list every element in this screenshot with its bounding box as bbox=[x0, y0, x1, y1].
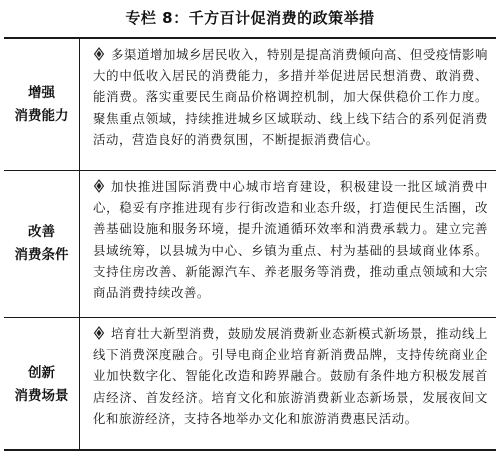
diamond-bullet-icon bbox=[93, 47, 105, 61]
row-content bbox=[80, 318, 496, 451]
row-label bbox=[4, 39, 80, 170]
row-text: 培育壮大新型消费，鼓励发展消费新业态新模式新场景，推动线上线下消费深度融合。引导电商企业培育新消费品牌，支持传统商业企业加快数字化、智能化改造和跨界融合。鼓励有条件地方积极发展首店经济、首发经济。培育文化和旅游消费新业态新场景，发展夜间文化和旅游经济，支持各地举办文化和旅游消费惠民活动。 bbox=[93, 326, 488, 426]
row-text: 多渠道增加城乡居民收入，特别是提高消费倾向高、但受疫情影响大的中低收入居民的消费能力，多措并举促进居民想消费、敢消费、能消费。落实重要民生商品价格调控机制，加大保供稳价工作力度。聚焦重点领域，持续推进城乡区域联动、线上线下结合的系列促消费活动，营造良好的消费氛围，不断提振消费信心。 bbox=[93, 47, 488, 147]
row-label bbox=[4, 171, 80, 317]
row-text: 加快推进国际消费中心城市培育建设，积极建设一批区域消费中心，稳妥有序推进现有步行街改造和业态升级，打造便民生活圈，改善基础设施和服务环境，提升流通循环效率和消费承载力。建立完善县域统筹，以县城为中心、乡镇为重点、村为基础的县域商业体系。支持住房改善、新能源汽车、养老服务等消费，推动重点领域和大宗商品消费持续改善。 bbox=[93, 179, 488, 301]
diamond-bullet-icon bbox=[93, 179, 105, 193]
table-row-improve-consumption-conditions bbox=[4, 171, 496, 318]
row-content bbox=[80, 171, 496, 317]
row-label-line2: 消费条件 bbox=[14, 247, 69, 263]
row-label-line1: 创新 bbox=[28, 364, 55, 381]
row-content bbox=[80, 39, 496, 170]
table-row-innovate-consumption-scenarios bbox=[4, 318, 496, 451]
row-label-line2: 消费能力 bbox=[14, 107, 69, 124]
row-label-line2: 消费场景 bbox=[14, 387, 69, 404]
row-label-line1: 增强 bbox=[28, 84, 55, 101]
row-label-line1: 改善 bbox=[28, 224, 55, 240]
table-row-boost-consumption-capacity bbox=[4, 39, 496, 171]
column-title: 专栏 8：千方百计促消费的政策举措 bbox=[125, 9, 375, 27]
policy-table bbox=[4, 37, 496, 451]
row-label bbox=[4, 318, 80, 451]
diamond-bullet-icon bbox=[93, 326, 105, 340]
